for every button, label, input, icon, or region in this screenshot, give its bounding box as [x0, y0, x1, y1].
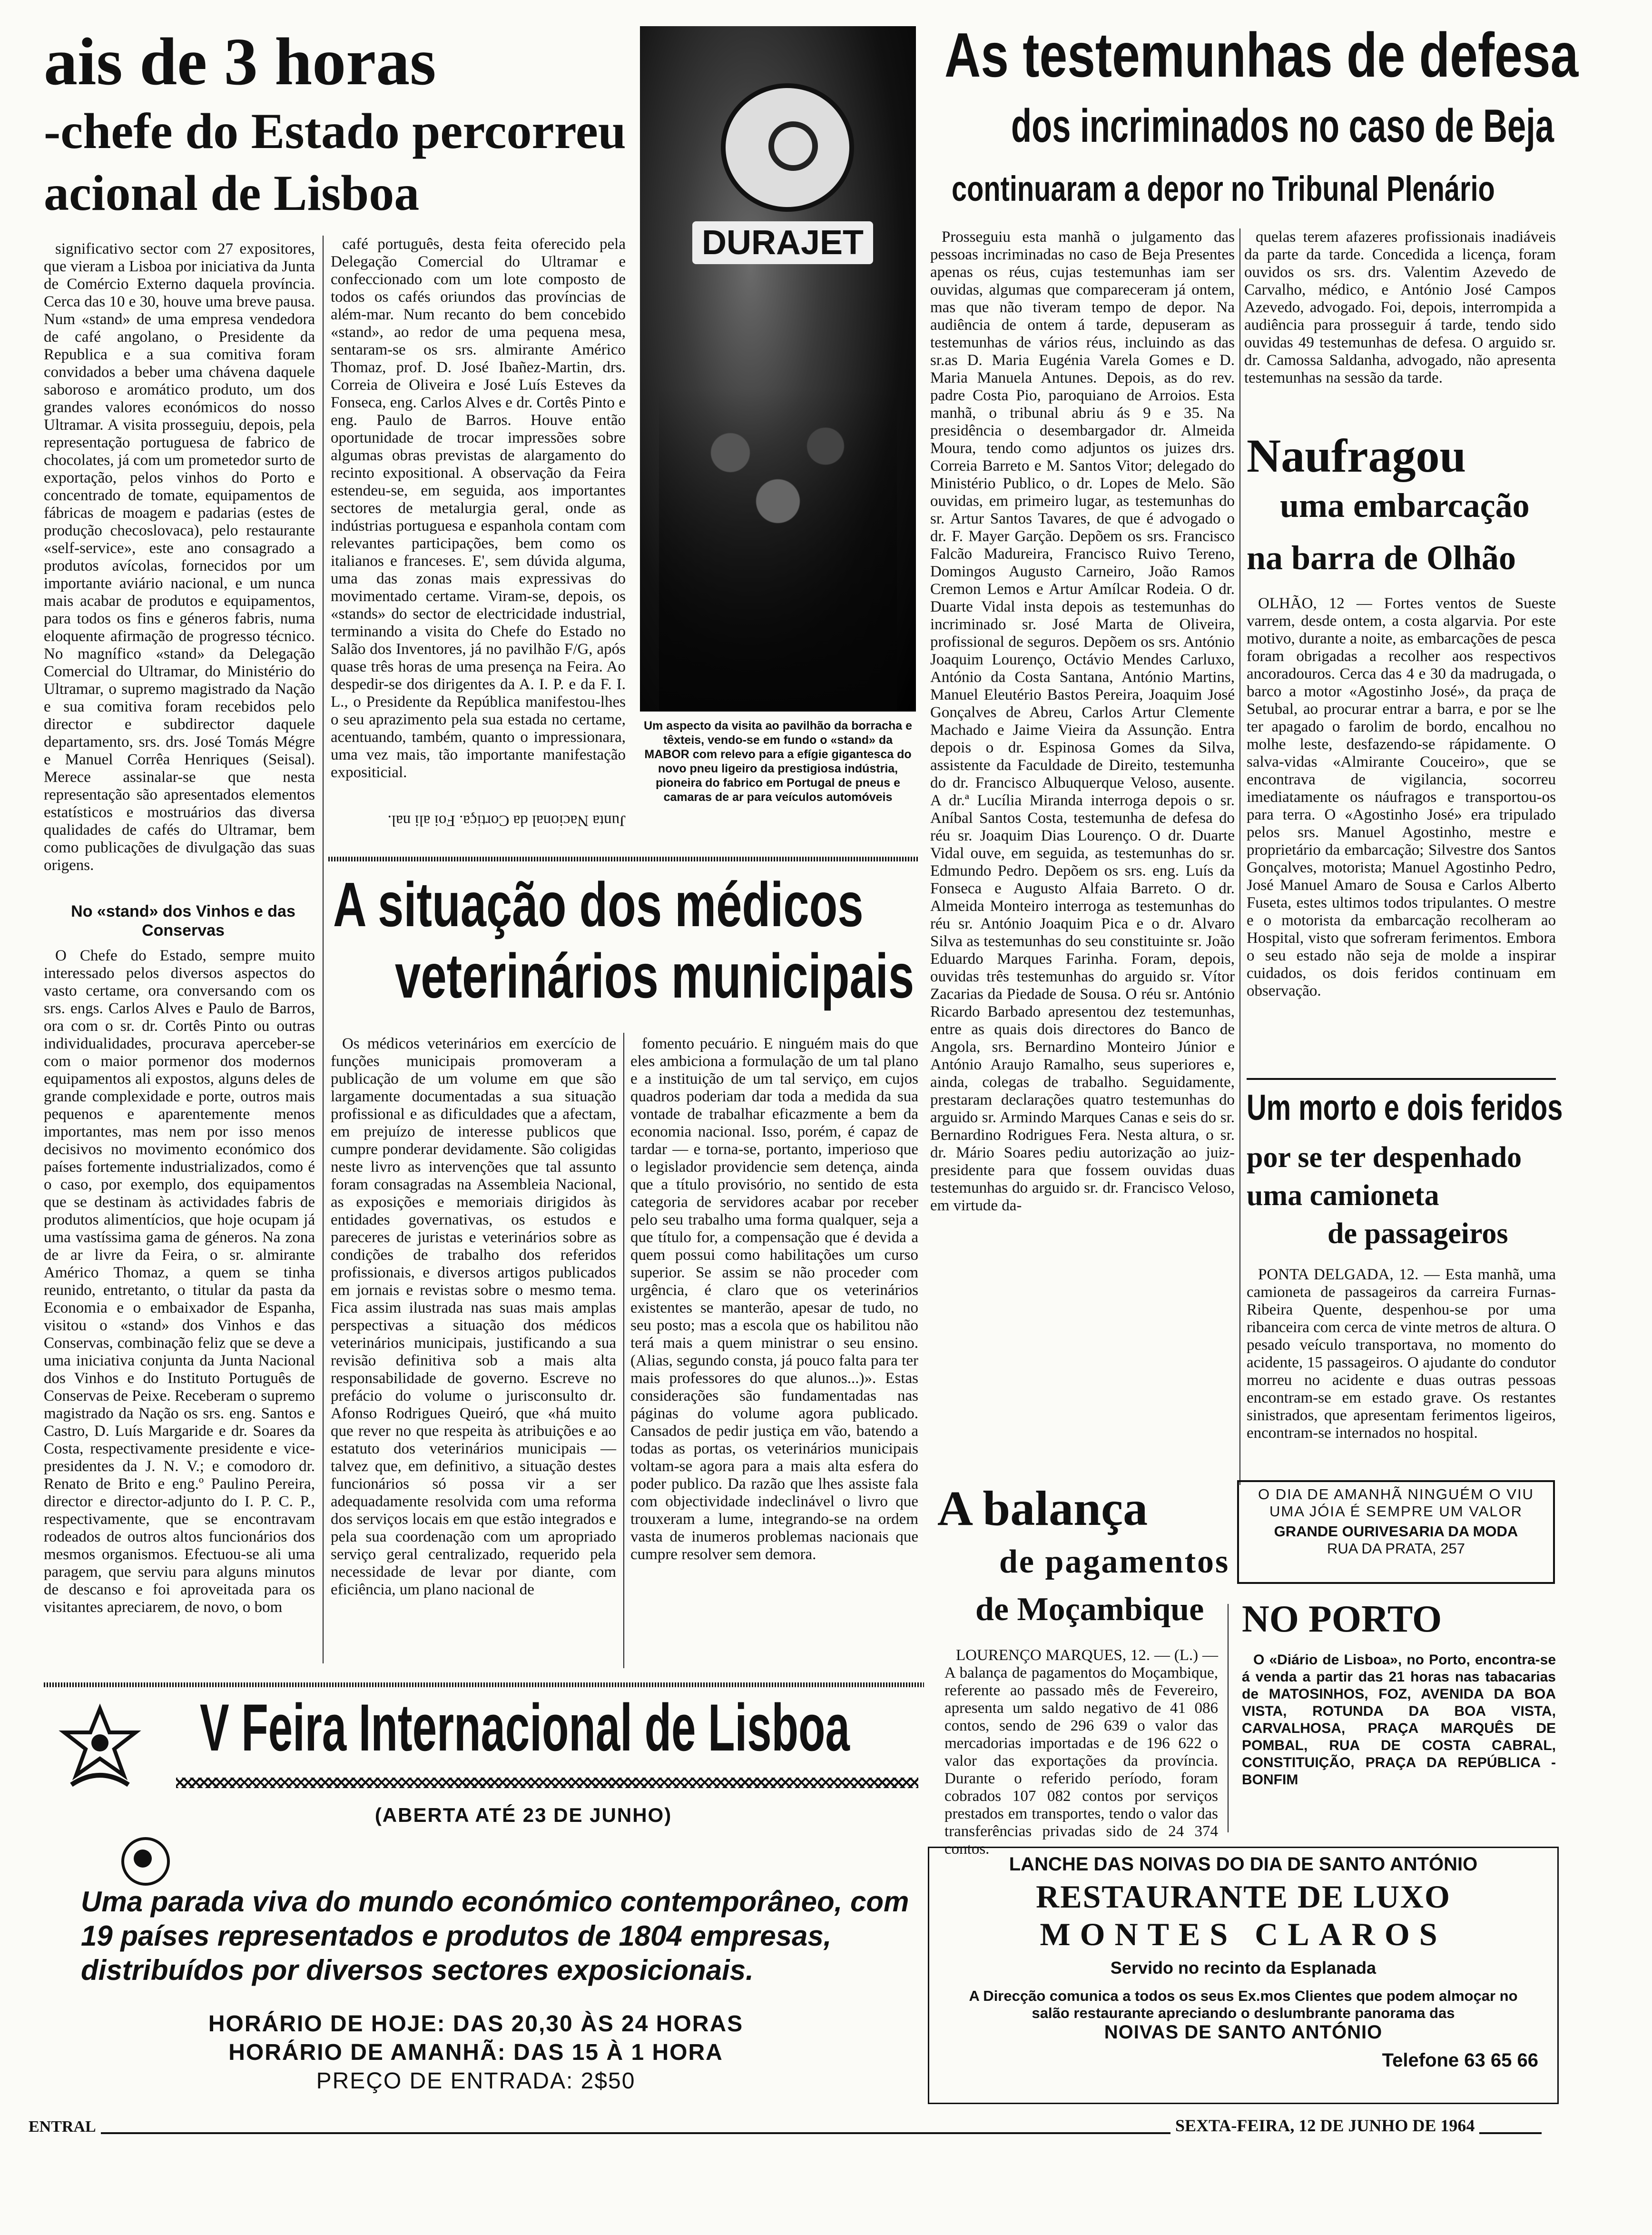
ourivesaria-line-4: RUA DA PRATA, 257 [1327, 1540, 1465, 1557]
naufragou-text: OLHÃO, 12 — Fortes ventos de Sueste varrem, desde ontem, a costa algarvia. Por este motivo, durante a noite, as embarcações de pesca foram obrigadas a recolher aos respectivos ancoradouros. Cerca das 4 e 30 da madrugada, o barco a motor «Agostinho José», da praça de Setubal, ao procurar entrar a barra, e por se lhe ter apagado o farolim de bordo, encalhou no molhe leste, desfazendo-se rápidamente. O salva-vidas «Almirante Couceiro», que se encontrava de vigilancia, socorreu imediatamente os náufragos e transportou-os para terra. O «Agostinho José» era tripulado pelos srs. Manuel Agostinho, mestre e proprietário da embarcação; Silvestre dos Santos Gonçalves, motorista; Manuel Agostinho Pedro, José Manuel Amaro de Sousa e Carlos Alberto Fuseta, estes ultimos todos tripulantes. O mestre e o motorista da embarcação recolheram ao Hospital, visto que sofreram ferimentos. Embora o seu estado não seja de molde a inspirar cuidados, os dois feridos continuam em observação. [1247, 595, 1556, 999]
headline-3-horas: ais de 3 horas [44, 24, 436, 99]
restaurant-line-6: NOIVAS DE SANTO ANTÓNIO [1104, 2022, 1383, 2043]
footer-left-label: ENTRAL [29, 2118, 101, 2136]
left-article-subhead: No «stand» dos Vinhos e das Conservas [71, 902, 295, 939]
feira-logo-icon [52, 1704, 148, 1799]
feira-price: PREÇO DE ENTRADA: 2$50 [316, 2068, 636, 2094]
beja-column-divider [1239, 228, 1240, 1485]
balanca-subhead-2: de Moçambique [975, 1591, 1204, 1628]
feira-zigzag-rule [176, 1778, 918, 1788]
morto-subhead-3: de passageiros [1328, 1217, 1508, 1250]
ourivesaria-line-2: UMA JÓIA É SEMPRE UM VALOR [1269, 1503, 1523, 1520]
restaurant-line-4: Servido no recinto da Esplanada [1110, 1958, 1377, 1978]
porto-text: O «Diário de Lisboa», no Porto, encontra-se á venda a partir das 21 horas nas tabacarias de MATOSINHOS, FOZ, AVENIDA DA BOA VISTA, ROTUNDA DA BOA VISTA, CARVALHOSA, PRAÇA MARQUÊS DE POMBAL, RUA DE COSTA CABRAL, CONSTITUIÇÃO, PRAÇA DA REPÚBLICA - BONFIM [1242, 1652, 1556, 1788]
headline-chefe-estado: -chefe do Estado percorreu [44, 103, 626, 159]
morto-subhead-1: por se ter despenhado [1247, 1141, 1522, 1174]
left-article-col1: significativo sector com 27 expositores, que vieram a Lisboa por iniciativa da Junta de Comércio Externo daquela província. Cerca das 10 e 30, houve uma breve pausa. Num «stand» de uma empresa vendedora de café angolano, o Presidente da Republica e a sua comitiva foram convidados a beber uma chávena daquele saboroso e aromático produto, um dos grandes valores económicos do nosso Ultramar. A visita prosseguiu, depois, pela representação portuguesa de fabrico de chocolates, já com um prometedor surto de exportação, pelos vinhos do Porto e concentrado de tomate, equipamentos de fábricas de moagem e padarias (estes de produção checoslovaca), pelo restaurante «self-service», este ano consagrado a produtos avícolas, fornecidos por um importante aviário nacional, e um nunca mais acabar de produtos e equipamentos, para todos os fins e géneros fabris, numa eloquente afirmação de progresso técnico. No magnífico «stand» da Delegação Comercial do Ultramar, do Ministério do Ultramar, o supremo magistrado da Nação e sua comitiva foram recebidos pelo director e subdirector daquele departamento, srs. drs. José Tomás Mégre e Manuel Corrêa Henriques (Seisal). Merece assinalar-se que nesta representação são apresentados elementos estatísticos e mostruários das diversa qualidades de cafés do Ultramar, bem como publicações de divulgação das suas origens. [44, 240, 315, 874]
footer-date: SEXTA-FEIRA, 12 DE JUNHO DE 1964 [1170, 2116, 1479, 2136]
beja-headline-2: dos incriminados no caso de Beja [1011, 99, 1554, 152]
feira-dates: (ABERTA ATÉ 23 DE JUNHO) [374, 1804, 672, 1826]
ourivesaria-ad [1237, 1480, 1555, 1584]
naufragou-subhead-1: uma embarcação [1280, 486, 1530, 524]
beja-headline-1: As testemunhas de defesa [944, 20, 1579, 90]
ourivesaria-line-3: GRANDE OURIVESARIA DA MODA [1274, 1523, 1518, 1540]
porto-headline: NO PORTO [1242, 1598, 1442, 1640]
left-article-col2-inverted: Junta Nacional da Cortiça. Foi ali nal. [387, 812, 626, 829]
balanca-text: LOURENÇO MARQUES, 12. — (L.) — A balança de pagamentos do Moçambique, referente ao passado mês de Fevereiro, apresenta um saldo negativo de 41 086 contos, sendo de 296 639 o valor das mercadorias importadas e de 196 622 o valor das exportações da província. Durante o referido período, foram cobrados 107 082 contos por serviços prestados em transportes, tendo o valor das transferências privadas sido de 24 374 contos. [944, 1647, 1218, 1858]
column-divider [323, 236, 324, 1663]
seal-inner-icon [134, 1849, 152, 1868]
morto-text: PONTA DELGADA, 12. — Esta manhã, uma camioneta de passageiros da carreira Furnas-Ribeira Quente, despenhou-se por uma ribanceira com cerca de vinte metros de altura. O pesado veículo transportava, no momento do acidente, 15 passageiros. O ajudante do condutor morreu no acidente e duas outras pessoas encontram-se em estado grave. Os restantes sinistrados, que apresentam ferimentos ligeiros, encontram-se internados no hospital. [1247, 1266, 1556, 1442]
restaurant-phone: Telefone 63 65 66 [1382, 2050, 1538, 2071]
feira-seal-icon [121, 1837, 170, 1886]
feira-hours-tomorrow: HORÁRIO DE AMANHÃ: DAS 15 À 1 HORA [228, 2040, 723, 2065]
morto-headline: Um morto e dois feridos [1247, 1088, 1563, 1128]
left-article-col1-continued: O Chefe do Estado, sempre muito interessado pelos diversos aspectos do vasto certame, ora conversando com os srs. engs. Carlos Alves e Paulo de Barros, ora com o sr. dr. Cortês Pinto ou outras individualidades, procurava aperceber-se com o maior pormenor dos modernos equipamentos ali expostos, alguns deles de grande complexidade e porte, outros mais pequenos e aparentemente menos importantes, mas nem por isso menos decisivos no movimento económico dos países fortemente industrializados, como é o caso, por exemplo, dos equipamentos que se destinam às actividades fabris de produtos alimentícios, que hoje ocupam já uma vastíssima gama de géneros. Na zona de ar livre da Feira, o sr. almirante Américo Thomaz, a quem se tinha reunido, entretanto, o titular da pasta da Economia e o embaixador de Espanha, visitou o «stand» dos Vinhos e das Conservas, combinação feliz que se deve a uma iniciativa conjunta da Junta Nacional dos Vinhos e do Instituto Português de Conservas de Peixe. Receberam o supremo magistrado da Nação os srs. eng. Santos e Castro, D. Luís Margaride e dr. Soares da Costa, respectivamente presidente e vice-presidentes da J. N. V.; e comodoro dr. Renato de Brito e eng.º Paulino Pereira, director e director-adjunto do I. P. C. P., respectivamente, que se encontravam rodeados de outros altos funcionários dos mesmos organismos. Efectuou-se ali uma paragem, que serviu para alguns minutos de descanso e foi aproveitada para os visitantes apreciarem, de novo, o bom [44, 947, 315, 1616]
left-article-col2: café português, desta feita oferecido pela Delegação Comercial do Ultramar e confeccionado com um lote composto de todos os cafés oriundos das províncias de além-mar. Num recanto do bem concebido «stand», ao redor de uma pequena mesa, sentaram-se os srs. almirante Américo Thomaz, prof. D. José Ibañez-Martin, drs. Correia de Oliveira e José Luís Esteves da Fonseca, eng. Carlos Alves e dr. Cortês Pinto e eng. Paulo de Barros. Houve então oportunidade de trocar impressões sobre algumas obras previstas de alargamento do recinto expositional. A observação da Feira estendeu-se, em seguida, aos importantes sectores de metalurgia geral, onde as indústrias portuguesa e espanhola contam com relevantes participações, bem como os italianos e franceses. E', sem dúvida alguma, uma das zonas mais expressivas do movimentado certame. Viram-se, depois, os «stands» do sector de electricidade industrial, terminando a visita do Chefe do Estado no Salão dos Inventores, já no pavilhão F/G, após quase três horas de uma presença na Feira. Ao despedir-se dos dirigentes da A. I. P. e da F. I. L., o Presidente da República manifestou-lhes o seu aprazimento pela sua estada no certame, acentuando, também, quanto o impressionara, uma vez mais, tão importante manifestação expositicial. [331, 236, 626, 781]
balanca-divider [1228, 1604, 1229, 1832]
emblem-logo-icon [768, 121, 818, 171]
dotted-rule-1 [328, 857, 918, 861]
vet-headline-1: A situação dos médicos [333, 870, 864, 939]
crowd-figures [659, 388, 897, 712]
dotted-rule-2 [44, 1682, 924, 1687]
vet-column-divider [623, 1033, 624, 1668]
beja-headline-3: continuaram a depor no Tribunal Plenário [952, 169, 1495, 208]
feira-slogan: Uma parada viva do mundo económico contemporâneo, com 19 países representados e produtos de 1804 empresas, distribuídos por diversos sectores exposicionais. [81, 1886, 909, 1986]
beja-article-col2: quelas terem afazeres profissionais inadiáveis da parte da tarde. Concedida a licença, foram ouvidos os srs. drs. Valentim Azevedo de Carvalho, médico, e António José Campos Azevedo, advogado. Foi, depois, interrompida a audiência para prosseguir á tarde, tendo sido ouvidas 49 testemunhas de defesa. O arguido sr. dr. Camossa Saldanha, advogado, não apresenta testemunhas na sessão da tarde. [1244, 228, 1556, 386]
restaurant-line-1: LANCHE DAS NOIVAS DO DIA DE SANTO ANTÓNIO [1009, 1854, 1478, 1875]
beja-article-col1: Prosseguiu esta manhã o julgamento das pessoas incriminadas no caso de Beja Presentes apenas os réus, cujas testemunhas iam ser ouvidas, algumas que compareceram já ontem, mas que não tiveram tempo de depor. Na audiência de ontem á tarde, depuseram as testemunhas de vários réus, incluindo as das sr.as D. Maria Eugénia Varela Gomes e D. Maria Manuela Antunes. Depois, as do rev. padre Costa Pio, paroquiano de Arroios. Esta manhã, o tribunal abriu ás 9 e 35. Na presidência o desembargador dr. Almeida Moura, tendo como adjuntos os juizes drs. Correia Barreto e M. Santos Vitor; delegado do Ministério Publico, o dr. Lopes de Melo. São ouvidas, em primeiro lugar, as testemunhas do sr. Artur Santos Tavares, de que é advogado o dr. F. Mayer Garção. Depõem os srs. Francisco Falcão Madureira, Francisco Ruivo Tereno, Domingos Augusto Carneiro, João Ramos Cremon Lemos e Artur Amílcar Rodeia. O dr. Duarte Vidal insta depois as testemunhas do incriminado sr. José Marta de Oliveira, profissional de seguros. Depõem os srs. António Joaquim Lourenço, Octávio Mendes Carluxo, António da Costa Santana, António Martins, Manuel Eleutério Bastos Pereira, Joaquim José Gonçalves de Abreu, Carlos Artur Clemente Machado e Jaime Vieira da Assunção. Entra depois o dr. Espinosa Gomes da Silva, assistente da Faculdade de Direito, testemunha do dr. Francisco Albuquerque Veloso, ausente. A dr.ª Lucília Miranda interroga depois o sr. Aníbal Santos Costa, testemunha de defesa do réu sr. Joaquim Dias Lourenço. O dr. Duarte Vidal ouve, em seguida, as testemunhas do sr. Edmundo Pedro. Depõem os srs. eng. Luís da Fonseca e Augusto Alfaia Barreto. O dr. Almeida Monteiro interroga as testemunhas do réu sr. António Joaquim Pica e o dr. Alvaro Silva as testemunhas do seu constituinte sr. João Eduardo Marques Farinha. Foram, depois, ouvidas três testemunhas do arguido sr. Vítor Zacarias da Piedade de Sousa. O réu sr. António Ricardo Barbado apresentou dez testemunhas, entre as quais dois directores do Banco de Angola, srs. Bernardino Monteiro Júnior e António Araujo Ramalho, seus superiores e, ainda, colegas de trabalho. Seguidamente, prestaram declarações quatro testemunhas do arguido sr. Armindo Marques Canas e seis do sr. Bernardino Rodrigues Fera. Nesta altura, o sr. dr. Mário Soares pediu autorização ao juiz-presidente para que fossem ouvidas duas testemunhas do arguido sr. dr. Francisco Veloso, em virtude da- [930, 228, 1235, 1214]
vet-headline-2: veterinários municipais [395, 941, 914, 1011]
divider-naufragou [1247, 1078, 1556, 1080]
balanca-headline: A balança [937, 1481, 1148, 1536]
durajet-sign: DURAJET [692, 221, 873, 264]
naufragou-subhead-2: na barra de Olhão [1247, 539, 1516, 577]
tire-emblem [721, 83, 854, 212]
restaurant-line-5: A Direcção comunica a todos os seus Ex.mos Clientes que podem almoçar no salão restaurante apreciando o deslumbrante panorama das [969, 1988, 1518, 2021]
balanca-subhead-1: de pagamentos [999, 1543, 1230, 1580]
restaurant-ad [928, 1847, 1559, 2104]
feira-hours-today: HORÁRIO DE HOJE: DAS 20,30 ÀS 24 HORAS [208, 2011, 744, 2037]
naufragou-headline: Naufragou [1247, 429, 1466, 482]
vet-article-col1: Os médicos veterinários em exercício de funções municipais promoveram a publicação de um volume em que são largamente documentadas a sua situação profissional e as dificuldades que a afectam, em prejuízo de interesse publicos que cumpre ponderar devidamente. São coligidas neste livro as intervenções que tal assunto foram consagradas na Assembleia Nacional, as exposições e memoriais dirigidos às entidades governativas, os estudos e pareceres de juristas e veterinários sobre as condições de trabalho dos referidos profissionais, e diversos artigos publicados em jornais e revistas sobre o mesmo tema. Fica assim ilustrada nas suas mais amplas perspectivas a situação dos médicos veterinários municipais, justificando a sua revisão definitiva sob a mais alta responsabilidade de governo. Escreve no prefácio do volume o jurisconsulto dr. Afonso Rodrigues Queiró, que «há muito que rever no que respeita às atribuições e ao estatuto dos veterinários municipais — talvez que, em definitivo, a situação destes funcionários só possa vir a ser adequadamente resolvida com uma reforma dos serviços locais em que estão integrados e pela sua coordenação com um apropriado serviço geral centralizado, requerido pela necessidade de levar por diante, com eficiência, um plano nacional de [331, 1035, 616, 1598]
morto-subhead-2: uma camioneta [1247, 1179, 1439, 1212]
headline-lisboa: acional de Lisboa [44, 165, 420, 221]
feira-title: V Feira Internacional de Lisboa [200, 1690, 850, 1765]
restaurant-line-2: RESTAURANTE DE LUXO [1036, 1879, 1451, 1915]
vet-article-col2: fomento pecuário. E ninguém mais do que eles ambiciona a formulação de um tal plano e a instituição de um tal serviço, em cujos quadros poderiam dar toda a medida da sua vontade de trabalhar eficazmente a bem da economia nacional. Isso, porém, é capaz de tardar — e torna-se, portanto, imperioso que o legislador providencie sem detença, ainda que a título provisório, no sentido de esta categoria de servidores acabar por receber pelo seu trabalho uma forma qualquer, seja a que título for, a compensação que é devida a quem possui como habilitações um curso superior. Se assim se não proceder com urgência, é claro que os veterinários existentes se manterão, apesar de tudo, no seu posto; mas a escola que os habilitou não terá mais a quem ministrar o seu ensino. (Alias, segundo consta, já pouco falta para ter mais professores do que alunos...)». Estas considerações são fundamentadas nas páginas do volume agora publicado. Cansados de pedir justiça em vão, batendo a todas as portas, os veterinários municipais voltam-se agora para a mais alta esfera do poder publico. Da razão que lhes assiste fala com objectividade indeclinável o livro que trouxeram a lume, integrando-se na ordem vasta de inumeros problemas nacionais que cumpre resolver sem demora. [630, 1035, 918, 1563]
ourivesaria-line-1: O DIA DE AMANHÃ NINGUÉM O VIU [1258, 1486, 1534, 1503]
photo-caption: Um aspecto da visita ao pavilhão da borracha e têxteis, vendo-se em fundo o «stand» da MABOR com relevo para a efígie gigantesca do novo pneu ligeiro da prestigiosa indústria, pioneira do fabrico em Portugal de pneus e camaras de ar para veículos automóveis [643, 719, 913, 804]
fair-visit-photo [640, 26, 916, 712]
restaurant-line-3: MONTES CLAROS [1040, 1916, 1447, 1952]
